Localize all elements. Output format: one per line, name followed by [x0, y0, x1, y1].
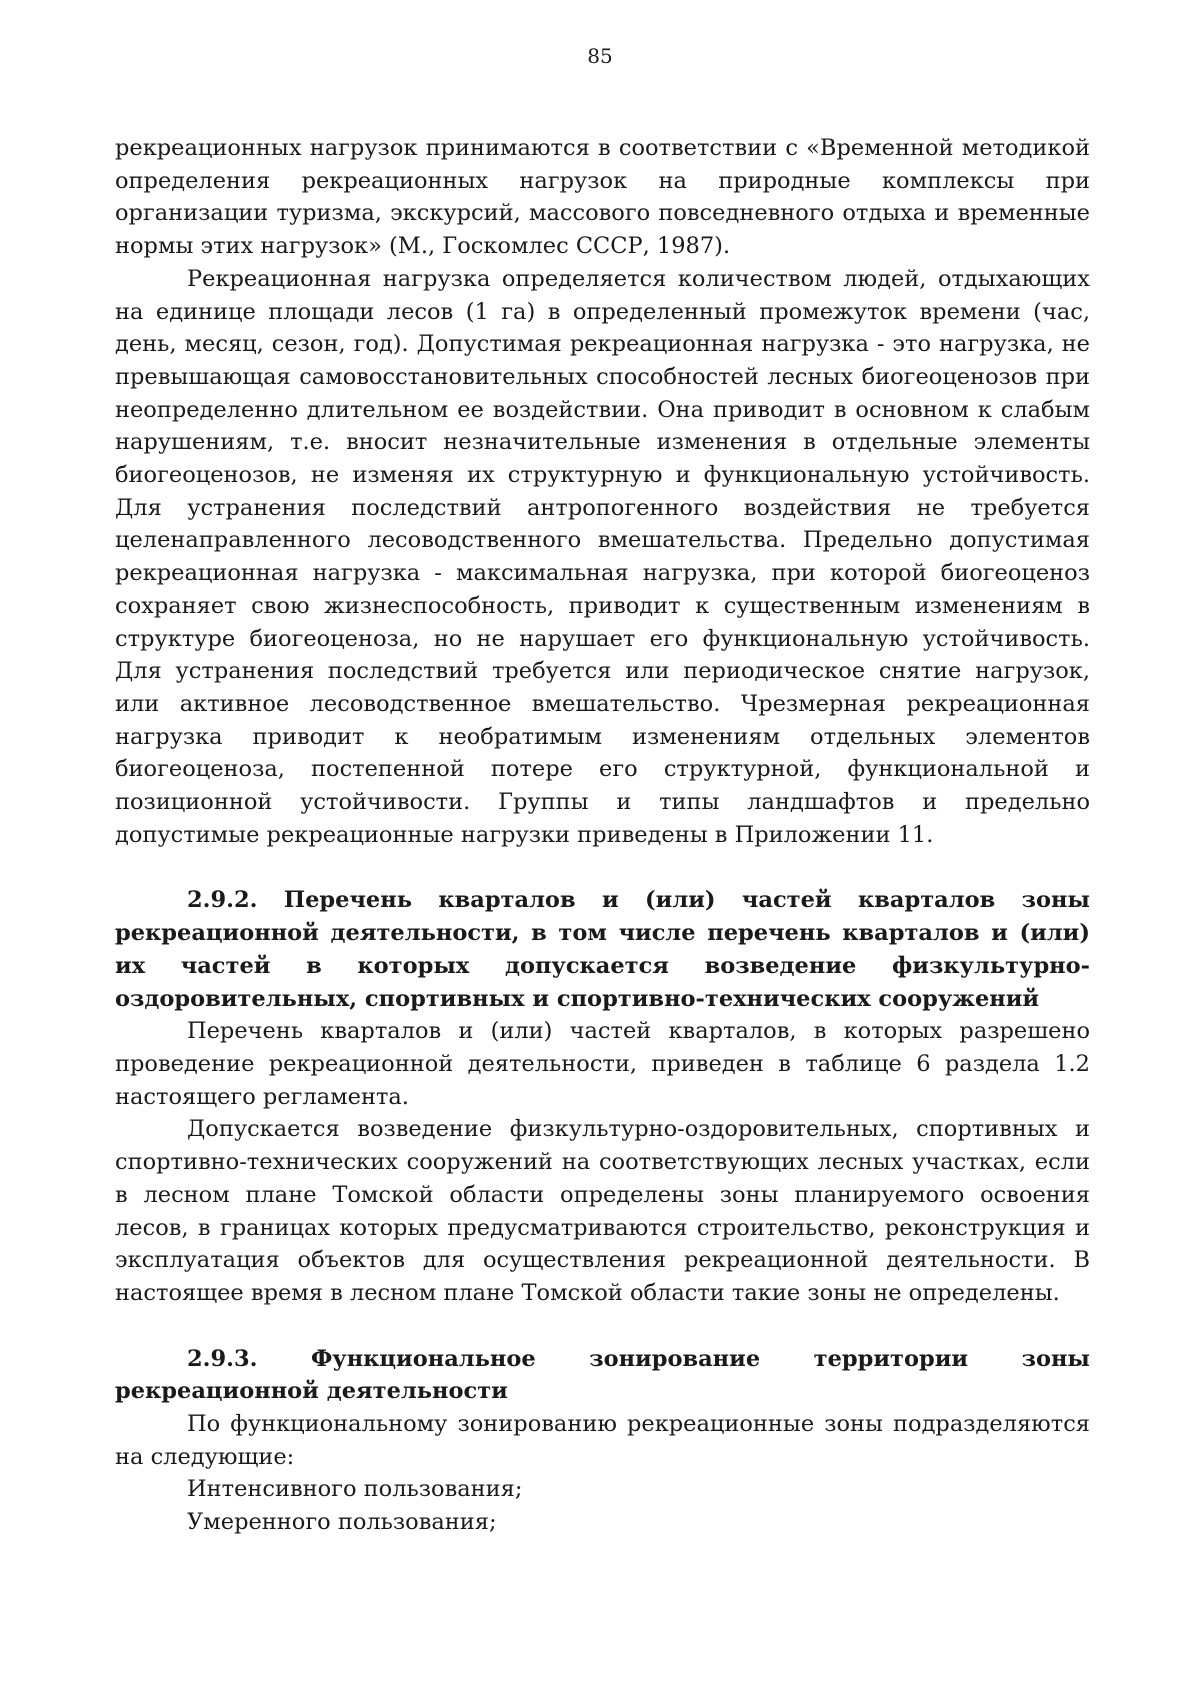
paragraph-recreational-loads-methodology: рекреационных нагрузок принимаются в соответствии с «Временной методикой определения рекреационных нагрузок на природные комплексы при организации туризма, экскурсий, массового повседневного отдыха и временные нормы этих нагрузок» (М., Госкомлес СССР, 1987).	[115, 135, 1090, 260]
paragraph-recreational-load-definition: Рекреационная нагрузка определяется количеством людей, отдыхающих на единице площади лесов (1 га) в определенный промежуток времени (час, день, месяц, сезон, год). Допустимая рекреационная нагрузка - это нагрузка, не превышающая самовосстановительных способностей лесных биогеоценозов при неопределенно длительном ее воздействии. Она приводит в основном к слабым нарушениям, т.е. вносит незначительные изменения в отдельные элементы биогеоценозов, не изменяя их структурную и функциональную устойчивость. Для устранения последствий антропогенного воздействия не требуется целенаправленного лесоводственного вмешательства. Предельно допустимая рекреационная нагрузка - максимальная нагрузка, при которой биогеоценоз сохраняет свою жизнеспособность, приводит к существенным изменениям в структуре биогеоценоза, но не нарушает его функциональную устойчивость. Для устранения последствий требуется или периодическое снятие нагрузок, или активное лесоводственное вмешательство. Чрезмерная рекреационная нагрузка приводит к необратимым изменениям отдельных элементов биогеоценоза, постепенной потере его структурной, функциональной и позиционной устойчивости. Группы и типы ландшафтов и предельно допустимые рекреационные нагрузки приведены в Приложении 11.	[115, 265, 1090, 848]
list-item-moderate-use: Умеренного пользования;	[187, 1509, 497, 1536]
section-heading-2-9-3: 2.9.3. Функциональное зонирование территории зоны рекреационной деятельности	[115, 1345, 1090, 1405]
list-item-intensive-use: Интенсивного пользования;	[187, 1476, 523, 1503]
paragraph-construction-allowed: Допускается возведение физкультурно-оздоровительных, спортивных и спортивно-технических сооружений на соответствующих лесных участках, если в лесном плане Томской области определены зоны планируемого освоения лесов, в границах которых предусматриваются строительство, реконструкция и эксплуатация объектов для осуществления рекреационной деятельности. В настоящее время в лесном плане Томской области такие зоны не определены.	[115, 1116, 1090, 1306]
document-body	[115, 132, 1090, 1539]
section-heading-2-9-2: 2.9.2. Перечень кварталов и (или) частей кварталов зоны рекреационной деятельности, в том числе перечень кварталов и (или) их частей в которых допускается возведение физкультурно-оздоровительных, спортивных и спортивно-технических сооружений	[115, 887, 1090, 1012]
page-number: 85	[587, 44, 613, 68]
paragraph-quarters-list: Перечень кварталов и (или) частей кварталов, в которых разрешено проведение рекреационной деятельности, приведен в таблице 6 раздела 1.2 настоящего регламента.	[115, 1018, 1090, 1110]
paragraph-functional-zoning: По функциональному зонированию рекреационные зоны подразделяются на следующие:	[115, 1411, 1090, 1470]
